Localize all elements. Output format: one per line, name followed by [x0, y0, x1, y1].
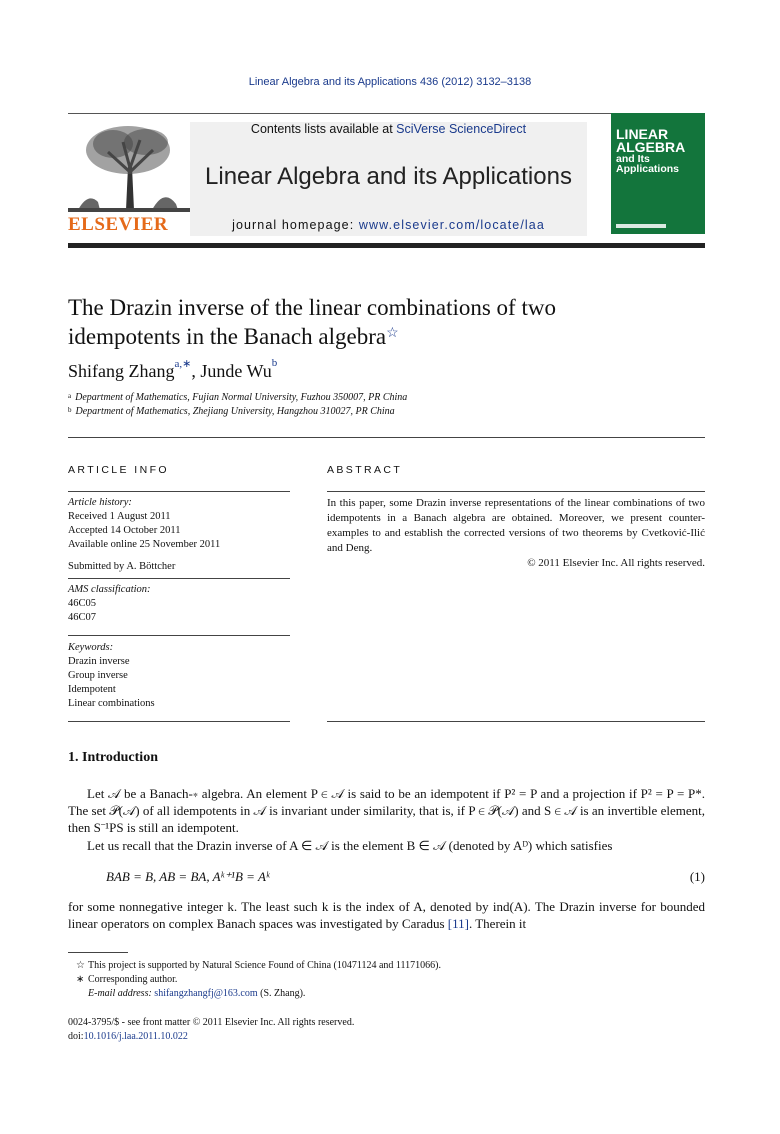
- article-info-rule: [68, 491, 290, 492]
- abstract-heading: ABSTRACT: [327, 464, 403, 476]
- affiliation-b-mark: b: [68, 406, 72, 414]
- footnote-funding: [76, 960, 441, 971]
- author-1: Shifang Zhang: [68, 361, 175, 381]
- title-line-1: The Drazin inverse of the linear combinations of two: [68, 295, 556, 320]
- article-info-bottom-rule: [68, 721, 290, 722]
- journal-title: Linear Algebra and its Applications: [205, 163, 572, 190]
- corresponding-mark: ∗: [76, 974, 85, 985]
- journal-reference[interactable]: Linear Algebra and its Applications 436 (2012) 3132–3138: [248, 76, 532, 88]
- contents-line: [190, 122, 587, 136]
- received-date: Received 1 August 2011: [68, 511, 171, 522]
- author-1-affiliation-mark[interactable]: a,∗: [174, 358, 192, 370]
- title-rule: [68, 437, 705, 438]
- cover-line-1: LINEAR: [616, 126, 669, 142]
- ams-classification: [68, 583, 290, 625]
- online-date: Available online 25 November 2011: [68, 539, 221, 550]
- doi-link[interactable]: 10.1016/j.laa.2011.10.022: [83, 1031, 188, 1042]
- contents-prefix: Contents lists available at: [250, 122, 397, 136]
- intro-p3-end: . Therein it: [468, 916, 527, 931]
- cover-line-4: Applications: [616, 163, 680, 175]
- header-rule: [68, 113, 705, 114]
- article-info-heading: ARTICLE INFO: [68, 464, 169, 476]
- homepage-link[interactable]: www.elsevier.com/locate/laa: [358, 218, 545, 232]
- title-line-2: idempotents in the Banach algebra: [68, 324, 387, 349]
- abstract-rule: [327, 491, 705, 492]
- cover-strip: [616, 224, 666, 228]
- equation-1: BAB = B, AB = BA, Aᵏ⁺¹B = Aᵏ: [106, 869, 270, 884]
- front-matter: 0024-3795/$ - see front matter © 2011 Elsevier Inc. All rights reserved.: [68, 1017, 355, 1028]
- history-label: Article history:: [68, 497, 132, 508]
- abstract-text: In this paper, some Drazin inverse representations of the linear combinations of two idempotents in a Banach algebra are obtained. Moreover, we present counter-examples to and establish the corrected versions of two theorems by Cvetković-Ilić and Deng.: [327, 497, 705, 554]
- author-2: , Junde Wu: [191, 361, 272, 381]
- submitted-by: Submitted by A. Böttcher: [68, 561, 176, 572]
- article-history: [68, 496, 290, 552]
- intro-paragraph-1: Let 𝒜 be a Banach-∗ algebra. An element P ∈ 𝒜 is said to be an idempotent if P² = P and a projection if P² = P = P*. The set 𝒫(𝒜) of all idempotents in 𝒜 is invariant under similarity, that is, if P ∈ 𝒫(𝒜) and S ∈ 𝒜 is an invertible element, then S⁻¹PS is still an idempotent.: [68, 786, 705, 835]
- affiliation-b-text: Department of Mathematics, Zhejiang University, Hangzhou 310027, PR China: [75, 406, 395, 417]
- footnote-email: [88, 988, 305, 999]
- email-link[interactable]: shifangzhangfj@163.com: [154, 988, 258, 999]
- masthead-rule: [68, 243, 705, 248]
- doi-label: doi:: [68, 1031, 84, 1042]
- affiliation-a-text: Department of Mathematics, Fujian Normal University, Fuzhou 350007, PR China: [75, 392, 408, 403]
- citation-11[interactable]: [11]: [447, 916, 469, 931]
- keyword-1: Drazin inverse: [68, 656, 130, 667]
- ams-code-1: 46C05: [68, 598, 97, 609]
- affiliation-a-mark: a: [68, 392, 72, 400]
- author-list: [68, 357, 278, 382]
- info-divider-2: [68, 635, 290, 636]
- journal-cover: [611, 113, 705, 234]
- abstract: [327, 496, 705, 571]
- sciencedirect-link[interactable]: SciVerse ScienceDirect: [396, 122, 527, 136]
- cover-line-3: and Its: [616, 153, 650, 165]
- equation-number: (1): [689, 869, 705, 884]
- author-2-affiliation-mark[interactable]: b: [271, 357, 278, 369]
- info-divider-1: [68, 578, 290, 579]
- email-suffix: (S. Zhang).: [257, 988, 306, 999]
- title-footnote-mark[interactable]: ☆: [386, 326, 399, 341]
- keywords: [68, 641, 290, 711]
- accepted-date: Accepted 14 October 2011: [68, 525, 181, 536]
- intro-paragraph-2: Let us recall that the Drazin inverse of A ∈ 𝒜 is the element B ∈ 𝒜 (denoted by Aᴰ) which satisfies: [87, 838, 613, 853]
- keyword-3: Idempotent: [68, 684, 116, 695]
- section-heading-introduction: 1. Introduction: [68, 750, 158, 765]
- funding-text: This project is supported by Natural Science Found of China (10471124 and 11171066).: [88, 960, 441, 971]
- abstract-copyright: © 2011 Elsevier Inc. All rights reserved.: [527, 557, 705, 569]
- email-label: E-mail address:: [88, 988, 155, 999]
- footnote-rule: [68, 952, 128, 953]
- doi-line: [68, 1031, 188, 1042]
- affiliation-a: [68, 392, 407, 403]
- funding-mark: ☆: [76, 960, 85, 971]
- article-title: [68, 293, 705, 351]
- journal-homepage: [190, 218, 587, 232]
- abstract-bottom-rule: [327, 721, 705, 722]
- homepage-prefix: journal homepage:: [232, 218, 359, 232]
- keywords-label: Keywords:: [68, 642, 114, 653]
- intro-paragraph-3: [68, 898, 705, 932]
- cover-line-2: ALGEBRA: [616, 139, 686, 155]
- keyword-4: Linear combinations: [68, 698, 155, 709]
- keyword-2: Group inverse: [68, 670, 128, 681]
- affiliation-b: [68, 406, 395, 417]
- corresponding-text: Corresponding author.: [88, 974, 178, 985]
- intro-p3-text: for some nonnegative integer k. The least such k is the index of A, denoted by ind(A). The Drazin inverse for bounded linear operators on complex Banach spaces was investigated by Caradus: [68, 899, 705, 931]
- ams-code-2: 46C07: [68, 612, 97, 623]
- elsevier-wordmark: ELSEVIER: [68, 214, 169, 235]
- ams-label: AMS classification:: [68, 584, 151, 595]
- footnote-corresponding: [76, 974, 177, 985]
